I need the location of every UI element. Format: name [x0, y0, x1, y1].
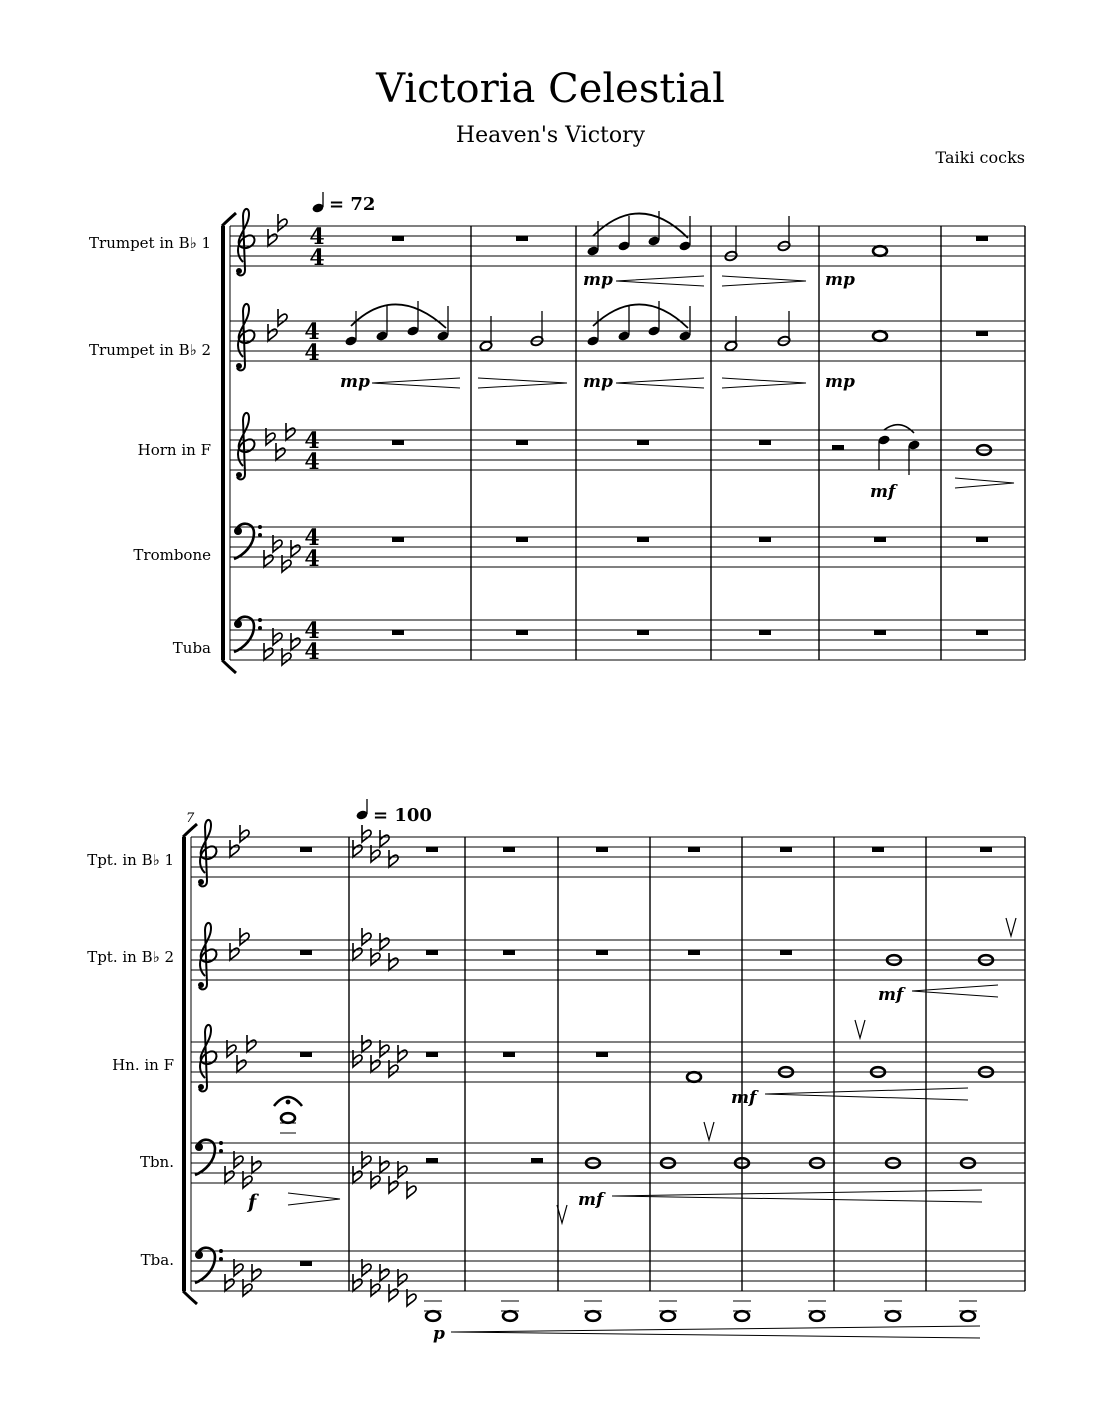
key-change	[353, 825, 416, 1306]
bass-clef	[195, 1248, 223, 1283]
svg-text:4: 4	[304, 428, 320, 454]
time-signature	[304, 224, 324, 665]
staff-lines	[191, 837, 1025, 1291]
svg-text:4: 4	[304, 449, 320, 475]
staff-label: Tpt. in B♭ 1	[87, 851, 174, 869]
svg-text:4: 4	[304, 546, 320, 572]
system-2	[87, 799, 1025, 1344]
dynamic-mark: mf	[878, 985, 904, 1005]
treble-clef	[236, 209, 254, 275]
dynamic-mark: f	[248, 1191, 257, 1213]
dynamic-mark: mf	[578, 1190, 604, 1210]
svg-text:= 100: = 100	[373, 805, 432, 826]
svg-text:4: 4	[304, 319, 320, 345]
dynamic-mark: p	[433, 1324, 445, 1344]
treble-clef	[236, 304, 254, 370]
dynamic-mark: mf	[870, 482, 896, 502]
treble-clef	[236, 413, 254, 479]
barlines	[349, 837, 1025, 1291]
staff-tuba	[392, 630, 988, 635]
svg-text:4: 4	[309, 245, 325, 271]
bass-clef	[195, 1140, 223, 1175]
staff-lines	[230, 226, 1025, 660]
treble-clef	[198, 1025, 216, 1091]
dynamic-mark: mp	[340, 372, 370, 392]
system-bracket	[221, 213, 236, 673]
staff-horn	[392, 425, 1014, 502]
staff-trumpet-1	[300, 847, 992, 852]
svg-text:4: 4	[304, 525, 320, 551]
staff-label: Tbn.	[139, 1153, 174, 1171]
composer-name: Taiki cocks	[935, 148, 1025, 167]
staff-trumpet-1	[392, 211, 988, 290]
measure-number: 7	[186, 811, 195, 826]
svg-text:= 72: = 72	[329, 194, 376, 215]
system-1	[89, 192, 1025, 673]
dynamic-mark: mp	[825, 372, 855, 392]
staff-label: Tba.	[140, 1251, 174, 1269]
svg-text:4: 4	[304, 340, 320, 366]
tempo-marking	[355, 799, 431, 826]
staff-label: Tuba	[172, 639, 211, 657]
staff-trombone	[392, 537, 988, 542]
svg-text:4: 4	[309, 224, 325, 250]
dynamic-mark: mp	[583, 270, 613, 290]
staff-trombone	[246, 1097, 982, 1213]
staff-label: Hn. in F	[112, 1056, 174, 1074]
svg-text:4: 4	[304, 639, 320, 665]
score-subtitle: Heaven's Victory	[455, 123, 646, 148]
staff-label: Trumpet in B♭ 1	[89, 234, 211, 252]
system-bracket	[182, 824, 197, 1304]
staff-label: Tpt. in B♭ 2	[87, 948, 174, 966]
staff-horn	[300, 1020, 993, 1108]
barlines	[471, 226, 1025, 660]
treble-clef	[198, 923, 216, 989]
key-signature	[225, 825, 261, 1296]
staff-label: Trumpet in B♭ 2	[89, 341, 211, 359]
staff-trumpet-2	[300, 918, 1016, 1005]
dynamic-mark: mp	[825, 270, 855, 290]
bass-clef	[234, 524, 262, 559]
score-title: Victoria Celestial	[376, 66, 725, 112]
svg-text:4: 4	[304, 618, 320, 644]
dynamic-mark: mp	[583, 372, 613, 392]
staff-trumpet-2	[340, 301, 988, 392]
staff-label: Trombone	[133, 546, 211, 564]
dynamic-mark: mf	[731, 1088, 757, 1108]
bass-clef	[234, 617, 262, 652]
staff-label: Horn in F	[137, 441, 211, 459]
tempo-marking	[311, 192, 375, 215]
treble-clef	[198, 820, 216, 886]
